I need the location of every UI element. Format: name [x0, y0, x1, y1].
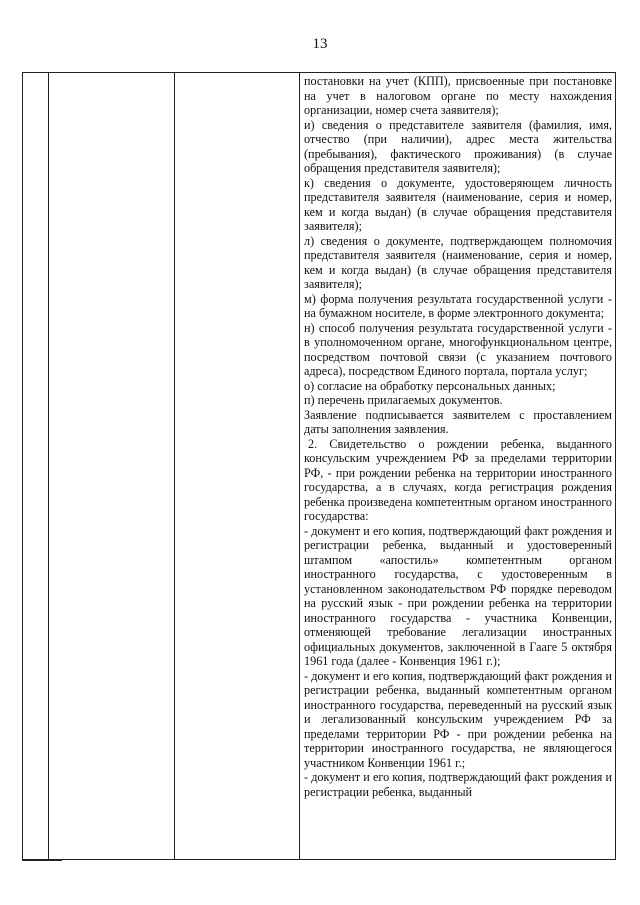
document-table — [22, 72, 616, 860]
table-column-name — [49, 73, 175, 859]
table-column-documents — [300, 73, 615, 859]
paragraph-o: о) согласие на обработку персональных данных; — [304, 378, 556, 393]
paragraph-p: п) перечень прилагаемых документов. — [304, 393, 503, 407]
paragraph-apostille: - документ и его копия, подтверждающий факт рождения и регистрации ребенка, выданный и удостоверенный штампом «апостиль» компетентным органом иностранного государства, с удостоверенным в установленном законодательством РФ порядке переводом на русский язык - при рождении ребенка на территории иностранного государства - участника Конвенции, отменяющей требование легализации иностранных официальных документов, заключенной в Гааге 5 октября 1961 года (далее - Конвенция 1961 г.); — [304, 523, 612, 668]
paragraph-kpp: постановки на учет (КПП), присвоенные при постановке на учет в налоговом органе по месту нахождения организации, номер счета заявителя); — [304, 74, 612, 117]
paragraph-continuation: - документ и его копия, подтверждающий факт рождения и регистрации ребенка, выданный — [304, 770, 612, 799]
paragraph-i: и) сведения о представителе заявителя (фамилия, имя, отчество (при наличии), адрес места жительства (пребывания), фактического проживания) (в случае обращения представителя заявителя); — [304, 117, 612, 175]
table-column-category — [175, 73, 300, 859]
table-column-number — [23, 73, 49, 859]
paragraph-l: л) сведения о документе, подтверждающем полномочия представителя заявителя (наименование, серия и номер, кем и когда выдан) (в случае обращения представителя заявителя); — [304, 233, 612, 291]
table-bottom-divider — [22, 860, 62, 861]
paragraph-m: м) форма получения результата государственной услуги - на бумажном носителе, в форме электронного документа; — [304, 291, 612, 320]
paragraph-k: к) сведения о документе, удостоверяющем личность представителя заявителя (наименование, серия и номер, кем и когда выдан) (в случае обращения представителя заявителя); — [304, 175, 612, 233]
paragraph-n: н) способ получения результата государственной услуги - в уполномоченном органе, многофункциональном центре, посредством почтовой связи (с указанием почтового адреса), посредством Единого портала, портала услуг; — [304, 320, 612, 378]
paragraph-signature-note: Заявление подписывается заявителем с проставлением даты заполнения заявления. — [304, 407, 612, 436]
paragraph-item-2: 2. Свидетельство о рождении ребенка, выданного консульским учреждением РФ за пределами территории РФ, - при рождении ребенка на территории иностранного государства, а в случаях, когда регистрация рождения ребенка произведена компетентным органом иностранного государства: — [304, 436, 612, 523]
paragraph-legalized: - документ и его копия, подтверждающий факт рождения и регистрации ребенка, выданный компетентным органом иностранного государства, переведенный на русский язык и легализованный консульским учреждением РФ за пределами территории РФ - при рождении ребенка на территории иностранного государства, не являющегося участником Конвенции 1961 г.; — [304, 668, 612, 770]
page-number: 13 — [312, 36, 328, 52]
